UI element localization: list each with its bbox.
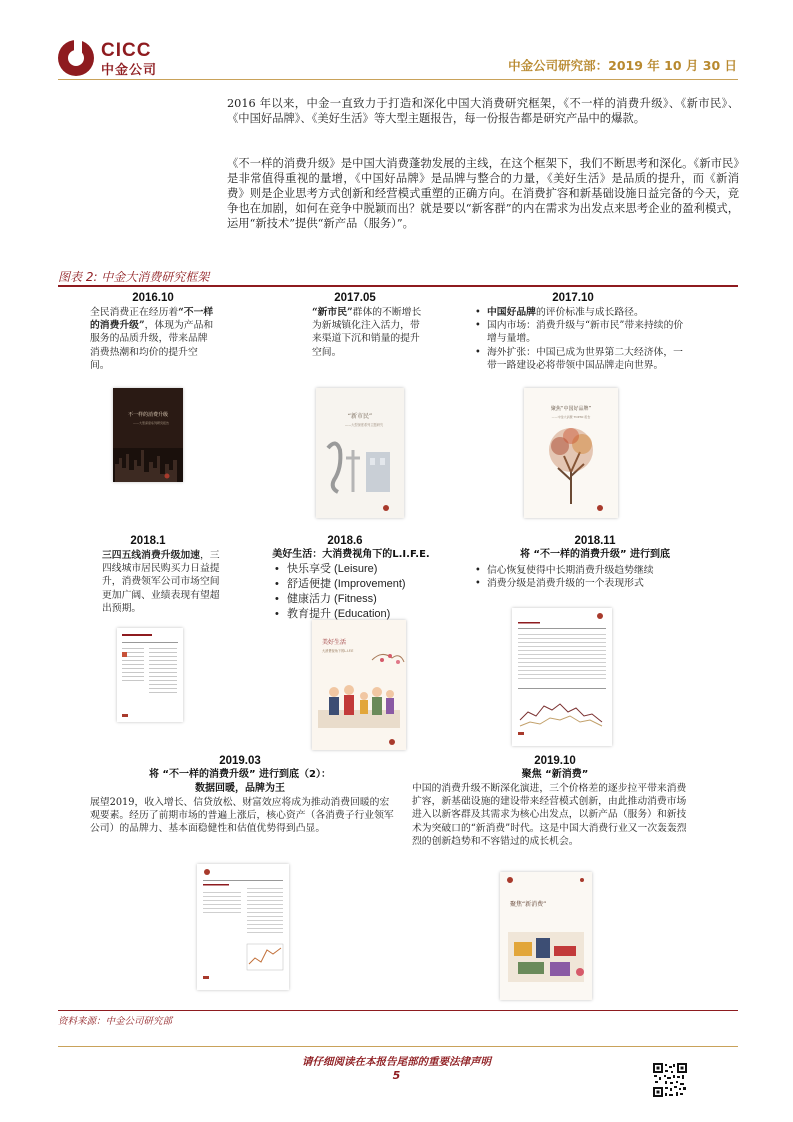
header-date: 中金公司研究部：2019 年 10 月 30 日 bbox=[508, 58, 737, 73]
figure-bottom-rule bbox=[58, 1010, 738, 1011]
svg-text:不一样的消费升级: 不一样的消费升级 bbox=[127, 412, 169, 418]
figure-source: 资料来源：中金公司研究部 bbox=[58, 1016, 173, 1027]
timeline-date-2018-6: 2018.6 bbox=[327, 535, 363, 547]
timeline-headline-2018-6: 美好生活：大消费视角下的L.I.F.E. bbox=[272, 549, 430, 560]
logo-text-cn: 中金公司 bbox=[101, 63, 158, 78]
timeline-headline-2019-03: 将 “不一样的消费升级” 进行到底（2）： bbox=[148, 769, 332, 780]
svg-text:——大型深度系列主题研究: ——大型深度系列主题研究 bbox=[344, 423, 384, 427]
list-item: • 快乐享受 (Leisure) bbox=[274, 562, 444, 577]
timeline-date-2016-10: 2016.10 bbox=[132, 292, 174, 304]
page-number: 5 bbox=[392, 1069, 401, 1082]
report-cover-2018-1 bbox=[117, 628, 183, 722]
intro-paragraph-2: 《不一样的消费升级》是中国大消费蓬勃发展的主线，在这个框架下，我们不断思考和深化。《新市民》是非常值得重视的量增，《中国好品牌》是品牌与整合的力量，《美好生活》是品质的提升，而《新消费》则是企业思考方式创新和经营模式重塑的正确方向。在消费扩容和新基础设施日益完备的今天，竞争也在加剧，如何在竞争中脱颖而出？就是要以“新客群”的内在需求为出发点来思考企业的盈利模式，运用“新技术”提供“新产品（服务）”。 bbox=[227, 157, 739, 230]
figure-title: 图表 2: 中金大消费研究框架 bbox=[58, 270, 210, 284]
timeline-text-2018-1: 三四五线消费升级加速，三四线城市居民购买力日益提升，消费领军公司市场空间更加广阔、业绩表现有望超出预期。 bbox=[102, 550, 220, 614]
svg-text:大消费视角下的L.I.F.E: 大消费视角下的L.I.F.E bbox=[322, 649, 354, 653]
timeline-date-2019-10: 2019.10 bbox=[534, 755, 576, 767]
svg-text:“新市民”: “新市民” bbox=[347, 413, 373, 420]
timeline-text-2016-10: 全民消费正在经历着“不一样的消费升级”，体现为产品和服务的品质升级，带来品牌消费热潮和均价的提升空间。 bbox=[90, 307, 214, 371]
timeline-list-2018-11 bbox=[474, 564, 704, 590]
legal-notice: 请仔细阅读在本报告尾部的重要法律声明 bbox=[302, 1056, 491, 1068]
report-cover-bu-yi-yang bbox=[113, 388, 183, 482]
timeline-date-2018-11: 2018.11 bbox=[574, 535, 616, 547]
timeline-headline-2018-11: 将 “不一样的消费升级” 进行到底 bbox=[519, 549, 671, 560]
report-cover-2019-03 bbox=[197, 864, 289, 990]
logo-cut bbox=[74, 36, 82, 60]
header-divider bbox=[58, 79, 738, 80]
intro-paragraph-1: 2016 年以来，中金一直致力于打造和深化中国大消费研究框架，《不一样的消费升级》、《新市民》、《中国好品牌》、《美好生活》等大型主题报告，每一份报告都是研究产品中的爆款。 bbox=[227, 97, 739, 125]
svg-text:聚焦“中国好品牌”: 聚焦“中国好品牌” bbox=[550, 406, 592, 412]
figure-top-rule bbox=[58, 285, 738, 287]
timeline-text-2019-03: 展望2019，收入增长、信贷放松、财富效应将成为推动消费回暖的宏观要素。经历了前期市场的普遍上涨后，核心资产（各消费子行业领军公司）的品牌力、基本面稳健性和估值优势得到凸显。 bbox=[90, 797, 394, 835]
svg-text:——大型深度系列研究报告: ——大型深度系列研究报告 bbox=[132, 421, 170, 425]
report-cover-xin-xiao-fei bbox=[500, 872, 592, 1000]
svg-text:——中金大消费 TOP30 报告: ——中金大消费 TOP30 报告 bbox=[551, 415, 591, 419]
qr-code-icon bbox=[652, 1062, 688, 1098]
list-item: • 信心恢复使得中长期消费升级趋势继续 bbox=[474, 564, 704, 577]
timeline-list-2018-6 bbox=[274, 562, 444, 622]
logo-text-en: CICC bbox=[101, 40, 152, 61]
list-item: • 消费分级是消费升级的一个表现形式 bbox=[474, 577, 704, 590]
report-cover-2018-11 bbox=[512, 608, 612, 746]
timeline-date-2018-1: 2018.1 bbox=[130, 535, 166, 547]
list-item: • 国内市场：消费升级与“新市民”带来持续的价增与量增。 bbox=[474, 319, 684, 345]
svg-text:聚焦“新消费”: 聚焦“新消费” bbox=[510, 901, 547, 908]
list-item: • 舒适便捷 (Improvement) bbox=[274, 577, 444, 592]
timeline-headline-2019-10: 聚焦 “新消费” bbox=[521, 769, 589, 780]
timeline-date-2019-03: 2019.03 bbox=[219, 755, 261, 767]
list-item: • 健康活力 (Fitness) bbox=[274, 592, 444, 607]
timeline-date-2017-10: 2017.10 bbox=[552, 292, 594, 304]
timeline-headline2-2019-03: 数据回暖，品牌为王 bbox=[195, 783, 285, 794]
list-item: • 教育提升 (Education) bbox=[274, 607, 444, 622]
report-cover-hao-pin-pai bbox=[524, 388, 618, 518]
footer-divider bbox=[58, 1046, 738, 1047]
list-item: • 海外扩张：中国已成为世界第二大经济体，一带一路建设必将带领中国品牌走向世界。 bbox=[474, 346, 684, 372]
timeline-list-2017-10 bbox=[474, 306, 684, 372]
timeline-text-2017-05: “新市民”群体的不断增长为新城镇化注入活力，带来渠道下沉和销量的提升空间。 bbox=[312, 307, 422, 358]
list-item: • 中国好品牌的评价标准与成长路径。 bbox=[474, 306, 684, 319]
timeline-text-2019-10: 中国的消费升级不断深化演进，三个价格差的逐步拉平带来消费扩容，新基础设施的建设带来经营模式创新，由此推动消费市场进入以新客群及其需求为核心出发点，以新产品（服务）和新技术为突破口的“新消费”时代。这是中国大消费行业又一次轰轰烈烈的创新趋势和不容错过的成长机会。 bbox=[412, 783, 687, 847]
timeline-date-2017-05: 2017.05 bbox=[334, 292, 376, 304]
svg-text:美好生活: 美好生活 bbox=[322, 639, 347, 646]
report-cover-mei-hao-sheng-huo bbox=[312, 620, 406, 750]
report-cover-xin-shi-min bbox=[316, 388, 404, 518]
